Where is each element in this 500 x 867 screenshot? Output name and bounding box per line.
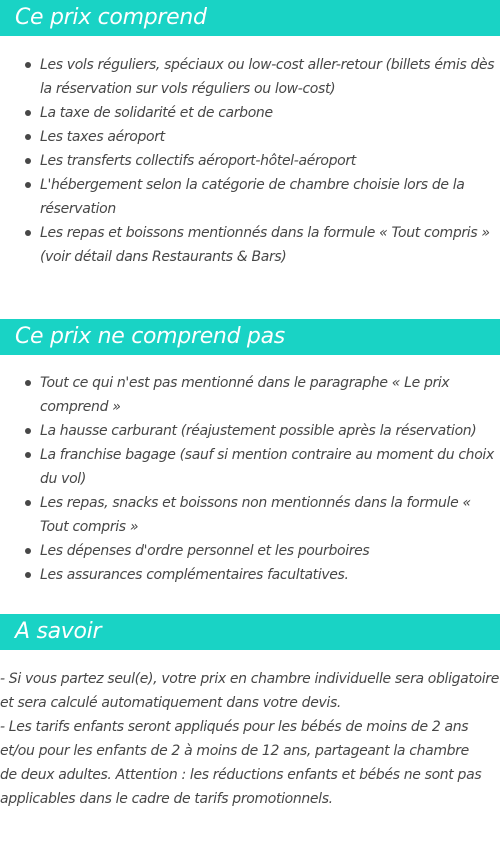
list-item: Les vols réguliers, spéciaux ou low-cost aller-retour (billets émis dès la réservation sur vols réguliers ou low-cost) [40,53,500,101]
list-item: Les repas, snacks et boissons non mentionnés dans la formule « Tout compris » [40,491,500,539]
list-item: Les taxes aéroport [40,125,500,149]
list-item: L'hébergement selon la catégorie de chambre choisie lors de la réservation [40,173,500,221]
section-not-included [0,319,500,587]
paragraph: de deux adultes. Attention : les réductions enfants et bébés ne sont pas applicables dans le cadre de tarifs promotionnels. [0,767,482,807]
paragraph: - Si vous partez seul(e), votre prix en chambre individuelle sera obligatoire et sera calculé automatiquement dans votre devis. [0,671,499,711]
list-item: La franchise bagage (sauf si mention contraire au moment du choix du vol) [40,443,500,491]
list-item: La hausse carburant (réajustement possible après la réservation) [40,419,500,443]
section-title: Ce prix comprend [0,0,500,36]
section-title: A savoir [0,614,500,650]
included-list [0,53,500,269]
list-item: Les repas et boissons mentionnés dans la formule « Tout compris » (voir détail dans Restaurants & Bars) [40,221,500,269]
good-to-know-text [0,667,500,811]
section-included [0,0,500,269]
list-item: Les transferts collectifs aéroport-hôtel-aéroport [40,149,500,173]
section-title: Ce prix ne comprend pas [0,319,500,355]
paragraph: - Les tarifs enfants seront appliqués pour les bébés de moins de 2 ans et/ou pour les enfants de 2 à moins de 12 ans, partageant la chambre [0,719,469,759]
list-item: La taxe de solidarité et de carbone [40,101,500,125]
list-item: Tout ce qui n'est pas mentionné dans le paragraphe « Le prix comprend » [40,371,500,419]
list-item: Les dépenses d'ordre personnel et les pourboires [40,539,500,563]
not-included-list [0,371,500,587]
list-item: Les assurances complémentaires facultatives. [40,563,500,587]
section-good-to-know [0,614,500,811]
